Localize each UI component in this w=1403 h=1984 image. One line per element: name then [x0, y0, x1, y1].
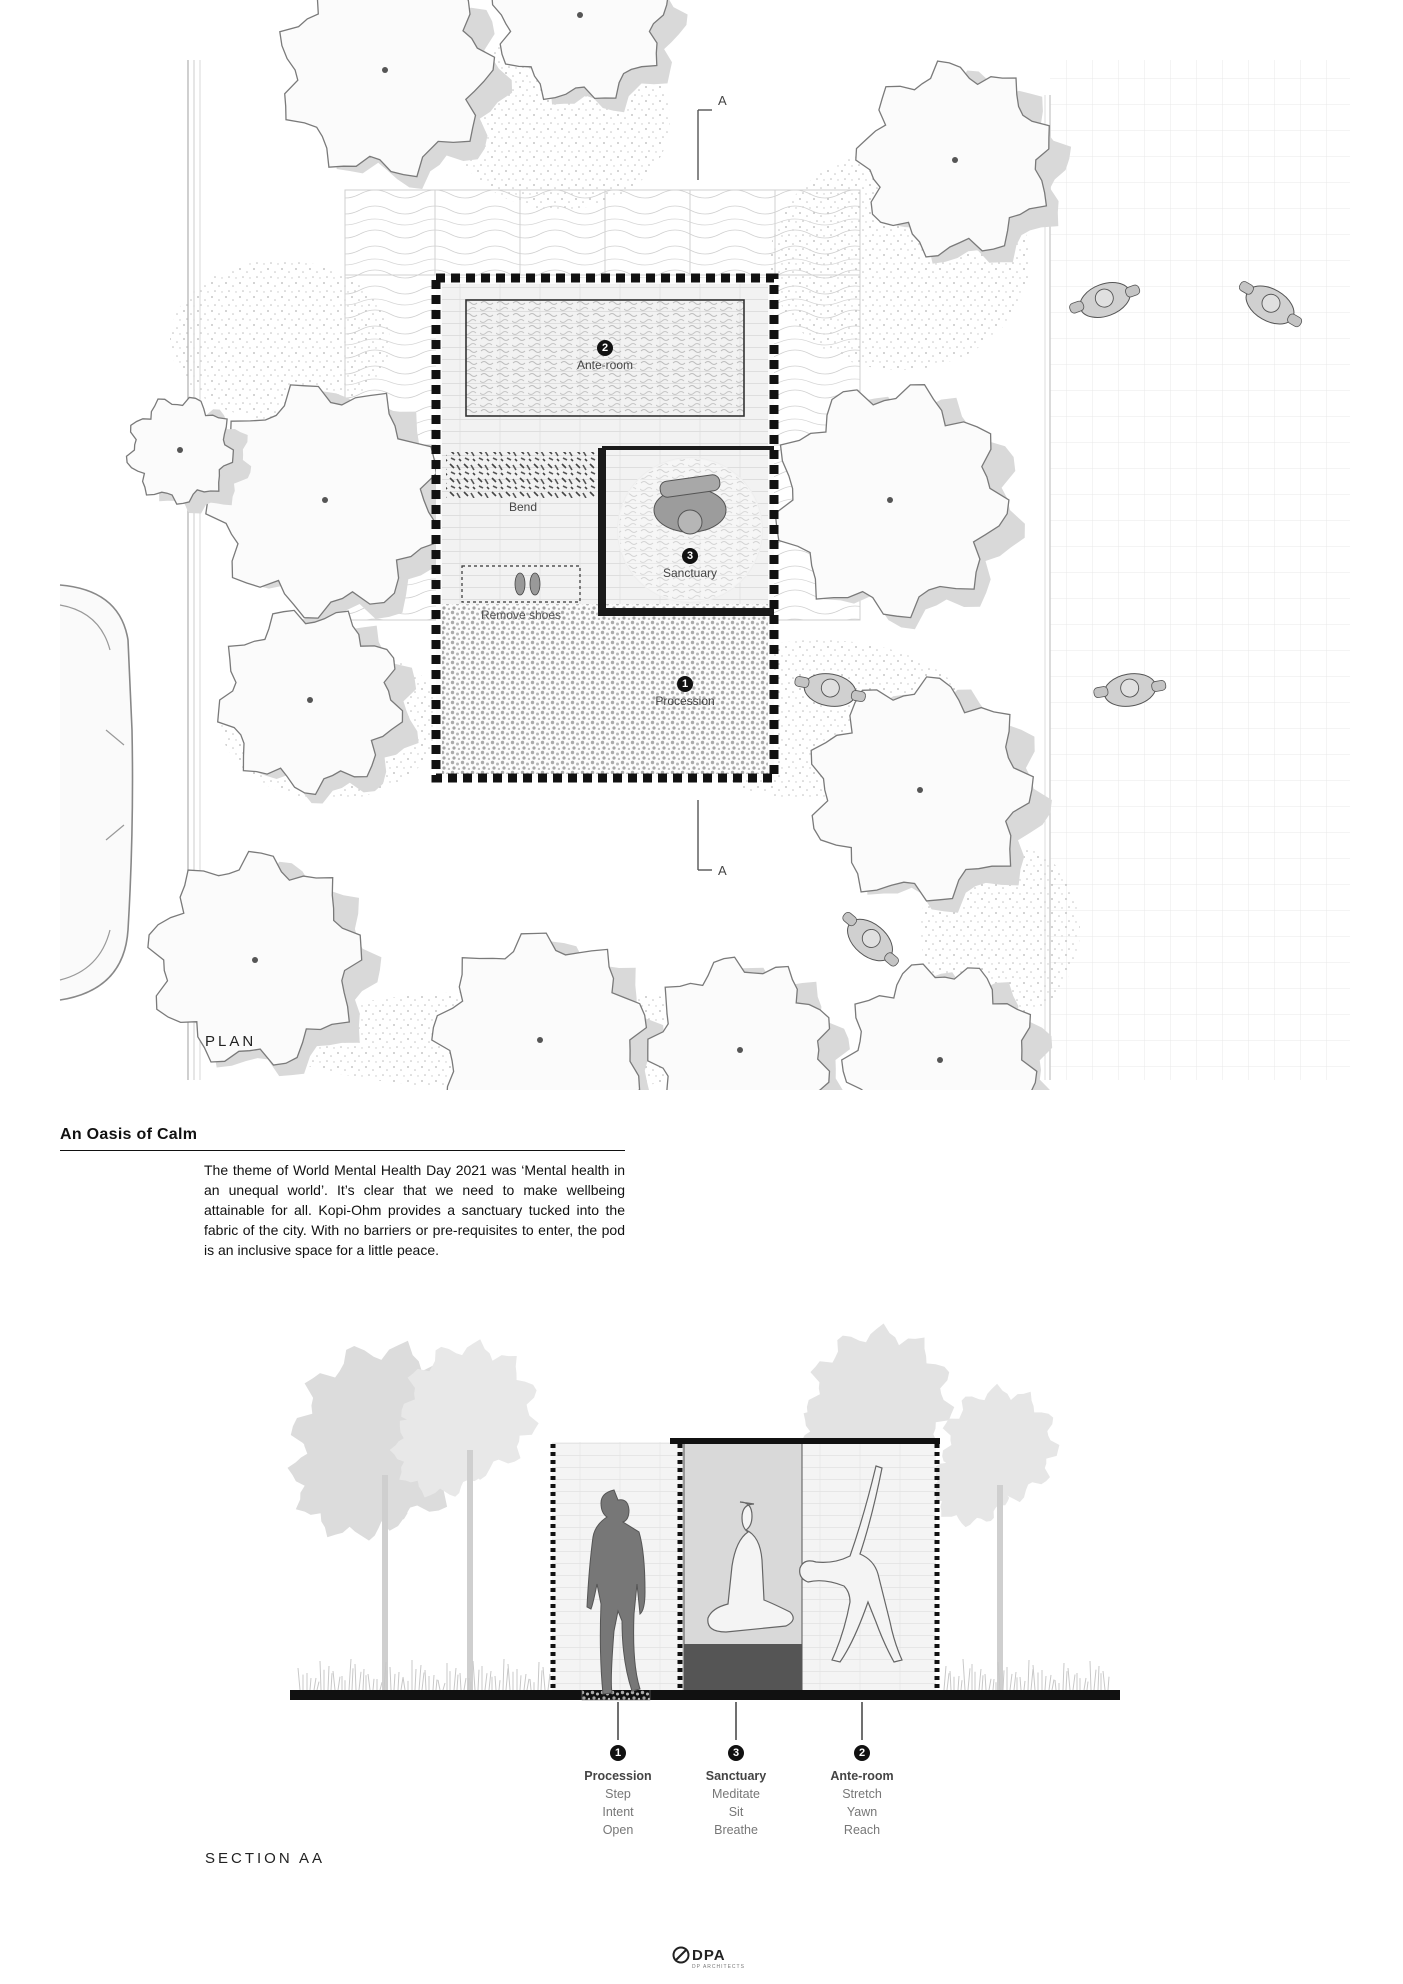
section-number-badge: 1 [610, 1745, 626, 1761]
dpa-logo [672, 1946, 745, 1970]
section-column-title: Procession [584, 1769, 652, 1783]
room-label-remove-shoes: Remove shoes [480, 608, 562, 622]
grid-paving [1050, 60, 1350, 1080]
article-divider [60, 1150, 625, 1151]
bend-mat [446, 452, 596, 498]
article-title: An Oasis of Calm [60, 1126, 198, 1143]
section-column-line: Sit [728, 1805, 744, 1819]
car-outline [60, 585, 133, 1000]
section-column-title: Sanctuary [705, 1769, 767, 1783]
section-column-procession [558, 1745, 678, 1839]
section-marker-bottom-label: A [718, 863, 727, 878]
section-column-title: Ante-room [830, 1769, 894, 1783]
tree-canopy [127, 398, 252, 514]
article-body: The theme of World Mental Health Day 2021 was ‘Mental health in an unequal world’. It’s clear that we need to make wellbeing attainable for all. Kopi-Ohm provides a sanctuary tucked into the fabric of the city. With no barriers or pre-requisites to enter, the pod is an inclusive space for a little peace. [204, 1162, 625, 1258]
room-label-bend: Bend [508, 500, 538, 514]
meditation-bench [684, 1644, 802, 1690]
section-column-line: Meditate [712, 1787, 760, 1801]
section-column-ante-room [802, 1745, 922, 1839]
room-name: Sanctuary [662, 566, 718, 580]
room-number-badge: 2 [597, 340, 613, 356]
section-column-line: Reach [843, 1823, 881, 1837]
logo-subtext: DP ARCHITECTS [692, 1964, 745, 1970]
tree-canopy [648, 957, 850, 1090]
room-label-ante-room [550, 340, 660, 372]
meditating-figure-plan [654, 474, 726, 534]
section-number-badge: 3 [728, 1745, 744, 1761]
section-marker-top [698, 110, 712, 180]
section-column-line: Intent [602, 1805, 634, 1819]
room-label-procession [630, 676, 740, 708]
room-number-badge: 3 [682, 548, 698, 564]
room-number-badge: 1 [677, 676, 693, 692]
roof [670, 1438, 940, 1444]
tree-silhouette [928, 1384, 1060, 1690]
section-column-line: Breathe [714, 1823, 758, 1837]
section-marker-top-label: A [718, 93, 727, 108]
tree-canopy [148, 852, 382, 1077]
section-leaders [618, 1702, 862, 1740]
plan-caption: PLAN [205, 1033, 257, 1050]
room-name: Ante-room [576, 358, 634, 372]
section-caption: SECTION AA [205, 1850, 326, 1867]
room-name: Procession [655, 694, 715, 708]
person-top-view [832, 905, 908, 976]
section-column-line: Yawn [846, 1805, 878, 1819]
section-marker-bottom [698, 800, 712, 870]
section-number-badge: 2 [854, 1745, 870, 1761]
room-label-sanctuary [635, 548, 745, 580]
logo-mark-icon [672, 1946, 690, 1964]
section-column-line: Step [605, 1787, 631, 1801]
ground-line [290, 1690, 1120, 1700]
logo-text: DPA [692, 1946, 726, 1964]
section-column-sanctuary [676, 1745, 796, 1839]
tree-canopy [432, 933, 665, 1090]
section-column-line: Stretch [842, 1787, 882, 1801]
section-column-line: Open [602, 1823, 634, 1837]
